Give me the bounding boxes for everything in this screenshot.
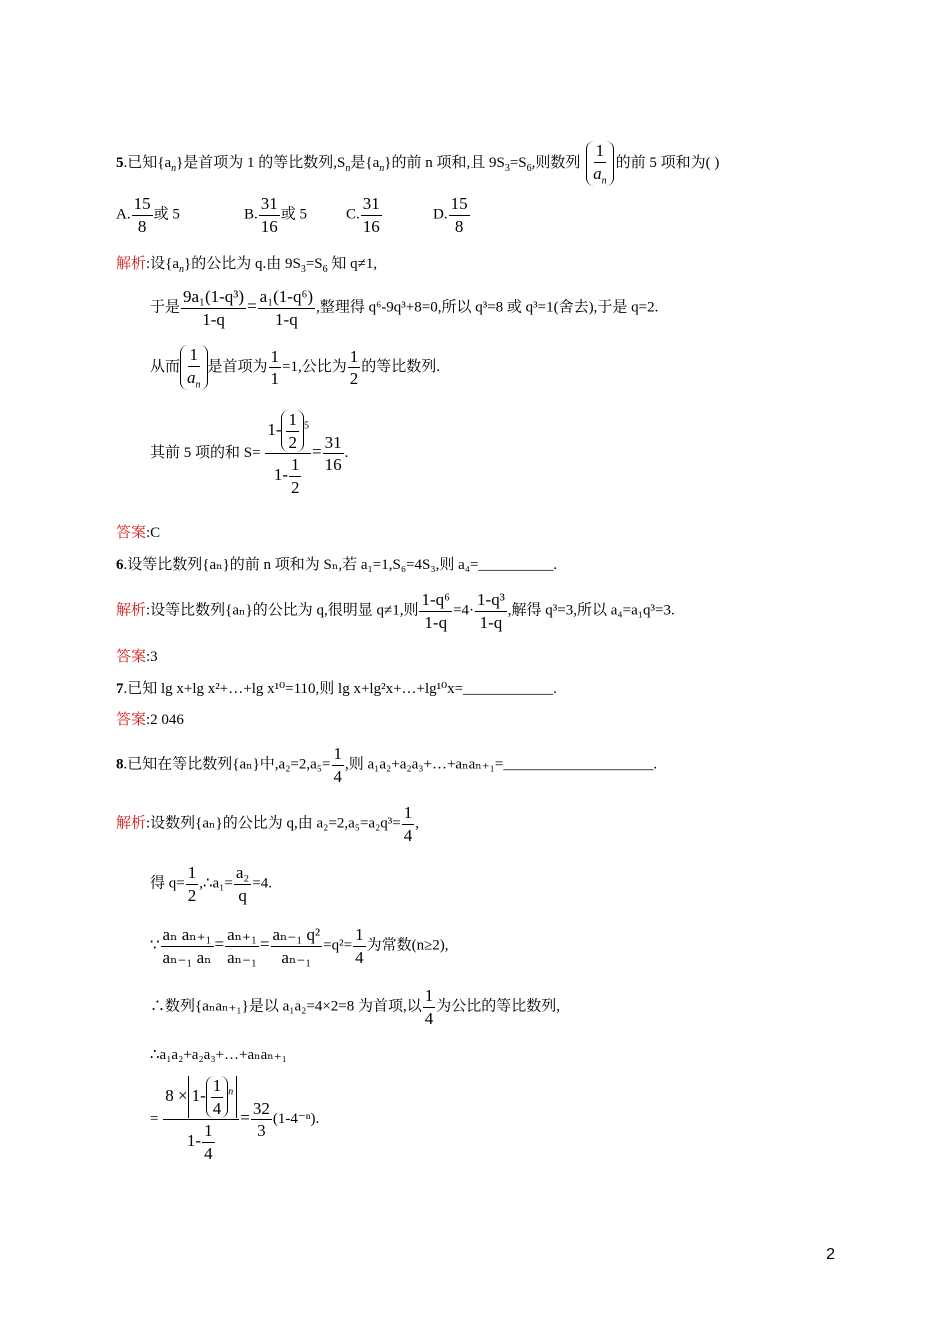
q5-analysis-line-4: [150, 410, 348, 497]
answer-label: 答案: [116, 649, 147, 665]
analysis-sub: 6: [322, 264, 328, 275]
q8-text: .已知在等比数列{aₙ}中,a₂=2,a₅=: [123, 756, 331, 773]
q6-text: .设等比数列{aₙ}的前 n 项和为 Sₙ,若 a₁=1,S₆=4S₃,则 a₄=__________.: [123, 557, 558, 573]
fraction-numerator: 1: [402, 803, 415, 825]
fraction-text: 1-: [267, 419, 282, 439]
q5-reciprocal-fraction: [591, 141, 609, 186]
equals-sign: =: [259, 934, 270, 954]
fraction-denominator: q: [238, 885, 247, 905]
analysis-text: =4.: [252, 875, 273, 892]
fraction-denominator: 4: [212, 1098, 222, 1118]
fraction-denominator: a: [187, 367, 196, 387]
fraction-numerator: 1: [188, 345, 201, 367]
fraction-numerator: 31: [361, 194, 382, 216]
q8-analysis-line-1: [116, 803, 419, 845]
analysis-fraction: [348, 347, 361, 389]
q8-text: ,则 a₁a₂+a₂a₃+…+aₙaₙ₊₁=____________________.: [345, 756, 658, 773]
equals-sign: =: [150, 1111, 159, 1128]
analysis-text: 于是: [150, 299, 181, 316]
sequence-bracket: [180, 345, 208, 390]
q5-sub: 3: [504, 163, 510, 175]
analysis-text: ∵: [150, 937, 160, 954]
option-label: B.: [244, 206, 258, 223]
analysis-label: 解析: [116, 256, 147, 272]
q6-stem: [116, 556, 557, 574]
fraction-denominator: 8: [137, 216, 147, 236]
fraction-denominator: 1-q: [275, 309, 298, 329]
analysis-text: :设等比数列{aₙ}的公比为 q,很明显 q≠1,则: [146, 602, 419, 619]
quarter-paren: [206, 1076, 229, 1118]
option-label: D.: [433, 206, 448, 223]
q7-text: .已知 lg x+lg x²+…+lg x¹⁰=110,则 lg x+lg²x+…+lg¹⁰x=____________.: [123, 681, 557, 697]
analysis-fraction: [269, 347, 282, 389]
fraction-denominator: aₙ₋₁: [281, 947, 312, 967]
analysis-text: ,整理得 q⁶-9q³+8=0,所以 q³=8 或 q³=1(舍去),于是 q=2.: [316, 299, 659, 316]
analysis-fraction: [271, 925, 323, 967]
fraction-numerator: 1: [289, 455, 302, 477]
exponent: 5: [303, 420, 309, 432]
fraction-numerator: 1: [353, 925, 366, 947]
half-fraction: [286, 410, 299, 452]
option-fraction: [361, 194, 382, 236]
option-fraction: [449, 194, 470, 236]
q5-text: .已知{a: [123, 155, 172, 172]
fraction-numerator: 1: [211, 1076, 224, 1098]
q5-text: 是{a: [350, 155, 380, 172]
fraction-numerator: 31: [259, 194, 280, 216]
fraction-text: 1-: [191, 1085, 206, 1105]
fraction-denominator: 4: [355, 947, 364, 967]
fraction-text: 1-: [273, 465, 288, 485]
analysis-fraction: [353, 925, 366, 967]
fraction-denominator: 1: [270, 369, 280, 389]
analysis-text: ,: [415, 815, 420, 832]
analysis-fraction: [185, 345, 203, 390]
fraction-numerator: 1: [186, 863, 199, 885]
fraction-numerator: 1: [594, 141, 607, 163]
option-suffix: 或 5: [153, 206, 180, 223]
equals-sign: =: [214, 934, 225, 954]
fraction-denominator: 4: [204, 1143, 213, 1163]
q5-text: }的前 n 项和,且 9S: [384, 155, 505, 172]
fraction-numerator: 31: [323, 433, 344, 455]
q5-sub: n: [345, 163, 351, 175]
analysis-text: =1,公比为: [282, 359, 347, 376]
analysis-fraction: [258, 287, 315, 329]
fraction-denominator: 4: [403, 825, 413, 845]
q8-analysis-line-6: [150, 1076, 319, 1163]
sum-fraction: [265, 410, 311, 497]
fraction-numerator: 1-q⁶: [419, 590, 452, 612]
fraction-denominator: 16: [362, 216, 380, 236]
q5-analysis-line-2: [150, 287, 658, 329]
option-label: A.: [116, 206, 131, 223]
q5-analysis-line-3: [150, 345, 440, 390]
half-fraction: [289, 455, 302, 497]
fraction-numerator: a₂: [234, 863, 251, 885]
fraction-numerator: 15: [449, 194, 470, 216]
analysis-fraction: [475, 590, 507, 632]
page-number: 2: [826, 1246, 835, 1263]
analysis-text: 为公比的等比数列,: [436, 998, 561, 1015]
fraction-sub: n: [195, 378, 201, 390]
fraction-numerator: 1: [269, 347, 282, 369]
analysis-text: }的公比为 q.由 9S: [184, 256, 301, 272]
analysis-fraction: [161, 925, 214, 967]
fraction-denominator: aₙ₋₁ aₙ: [162, 947, 212, 967]
fraction-numerator: 1: [202, 1121, 215, 1143]
analysis-label: 解析: [116, 815, 147, 832]
equals-sign: =: [311, 442, 322, 462]
fraction-text: 1-: [186, 1131, 202, 1151]
q7-answer: [116, 711, 184, 729]
fraction-denominator: 2: [187, 885, 197, 905]
q5-number: 5: [116, 155, 124, 172]
analysis-text: .: [344, 445, 349, 462]
fraction-denominator: 8: [454, 216, 464, 236]
q8-analysis-line-3: [150, 925, 449, 967]
q8-fraction: [332, 744, 345, 786]
option-fraction: [259, 194, 280, 236]
analysis-text: :设数列{aₙ}的公比为 q,由 a₂=2,a₅=a₂q³=: [146, 815, 401, 832]
analysis-fraction: [186, 863, 199, 905]
q8-stem: [116, 744, 657, 786]
analysis-text: 为常数(n≥2),: [366, 937, 449, 954]
q5-sub: n: [379, 163, 385, 175]
equals-sign: =: [240, 1108, 250, 1128]
answer-value: :3: [146, 649, 158, 665]
q5-sub: 6: [526, 163, 532, 175]
answer-value: :C: [146, 525, 161, 541]
q8-analysis-line-2: [150, 863, 272, 905]
fraction-numerator: 1: [286, 410, 299, 432]
quarter-fraction: [211, 1076, 224, 1118]
fraction-numerator: 1: [332, 744, 345, 766]
fraction-denominator: 1-q: [479, 612, 503, 632]
analysis-text: 其前 5 项的和 S=: [150, 445, 261, 462]
q5-text: ,则数列: [531, 155, 581, 172]
q7-number: 7: [116, 681, 124, 697]
q5-sequence-bracket: [586, 141, 614, 186]
square-bracket: [188, 1076, 238, 1118]
fraction-denominator: 2: [288, 432, 297, 452]
analysis-fraction: [402, 803, 415, 845]
fraction-numerator: 1: [348, 347, 361, 369]
analysis-text: 的等比数列.: [361, 359, 441, 376]
analysis-fraction: [234, 863, 251, 905]
fraction-denominator: 3: [257, 1121, 266, 1141]
q5-answer: [116, 524, 160, 542]
fraction-denominator: [185, 1120, 218, 1163]
option-label: C.: [346, 206, 360, 223]
fraction-numerator: 9a₁(1-q³): [181, 287, 246, 309]
half-paren: [281, 410, 304, 452]
option-suffix: 或 5: [280, 206, 308, 223]
q5-option-d: [433, 194, 471, 236]
sum-fraction: [163, 1076, 239, 1163]
q6-answer: [116, 648, 158, 666]
q5-stem: [116, 141, 719, 186]
analysis-text: ∴a₁a₂+a₂a₃+…+aₙaₙ₊₁: [150, 1047, 287, 1063]
fraction-denominator: 4: [424, 1008, 434, 1028]
q5-analysis-line-1: [116, 255, 377, 276]
fraction-numerator: aₙ₊₁: [225, 925, 259, 947]
q7-stem: [116, 680, 557, 698]
analysis-label: 解析: [116, 602, 147, 619]
fraction-denominator: 16: [260, 216, 278, 236]
q5-option-b: [244, 194, 307, 236]
analysis-fraction: [419, 590, 452, 632]
fraction-numerator: a₁(1-q⁶): [258, 287, 315, 309]
fraction-denominator: 2: [290, 477, 300, 497]
fraction-denominator: 1-q: [202, 309, 225, 329]
analysis-text: =S: [305, 256, 323, 272]
analysis-text: ,解得 q³=3,所以 a₄=a₁q³=3.: [507, 602, 675, 619]
analysis-sub: 3: [300, 264, 306, 275]
q5-option-c: [346, 194, 383, 236]
analysis-text: 知 q≠1,: [327, 256, 378, 272]
analysis-fraction: [423, 986, 436, 1028]
fraction-numerator: [163, 1076, 239, 1120]
analysis-fraction: [181, 287, 246, 329]
equals-sign: =: [247, 296, 257, 316]
fraction-denominator: 2: [349, 369, 359, 389]
fraction-numerator: 1: [423, 986, 436, 1008]
answer-label: 答案: [116, 712, 147, 728]
quarter-fraction: [202, 1121, 215, 1163]
result-fraction: [323, 433, 344, 475]
fraction-denominator: 1-q: [424, 612, 448, 632]
fraction-denominator: 16: [324, 455, 342, 475]
option-fraction: [132, 194, 153, 236]
q5-sub: n: [171, 163, 177, 175]
analysis-text: =4·: [453, 602, 475, 619]
fraction-numerator: aₙ aₙ₊₁: [161, 925, 214, 947]
q5-text: }是首项为 1 的等比数列,S: [176, 155, 346, 172]
analysis-text: (1-4⁻ⁿ).: [272, 1111, 320, 1128]
fraction-denominator: 4: [333, 766, 342, 786]
answer-label: 答案: [116, 525, 147, 541]
analysis-text: 是首项为: [207, 359, 268, 376]
fraction-numerator: 1-q³: [475, 590, 507, 612]
fraction-denominator: [272, 454, 305, 497]
analysis-text: =q²=: [323, 937, 353, 954]
exponent: n: [228, 1086, 234, 1098]
fraction-numerator: aₙ₋₁ q²: [271, 925, 323, 947]
q6-analysis: [116, 590, 675, 632]
fraction-text: 8 ×: [165, 1085, 188, 1105]
q8-analysis-line-4: [150, 986, 560, 1028]
fraction-denominator: aₙ₋₁: [227, 947, 257, 967]
fraction-numerator: [265, 410, 311, 454]
q8-number: 8: [116, 756, 124, 773]
q5-text: =S: [509, 155, 527, 172]
analysis-fraction: [225, 925, 259, 967]
analysis-text: 从而: [150, 359, 181, 376]
fraction-numerator: 15: [132, 194, 153, 216]
analysis-text: ∴数列{aₙaₙ₊₁}是以 a₁a₂=4×2=8 为首项,以: [150, 998, 422, 1015]
fraction-denominator: a: [593, 163, 602, 183]
analysis-text: ,∴a₁=: [199, 875, 233, 892]
analysis-text: 得 q=: [150, 875, 185, 892]
result-fraction: [251, 1099, 272, 1141]
q6-number: 6: [116, 557, 124, 573]
q8-analysis-line-5: [150, 1046, 287, 1064]
analysis-text: :设{a: [146, 256, 180, 272]
fraction-sub: n: [601, 174, 607, 186]
analysis-sub: n: [179, 264, 185, 275]
q5-option-a: [116, 194, 180, 236]
answer-value: :2 046: [146, 712, 184, 728]
fraction-numerator: 32: [251, 1099, 272, 1121]
q5-text: 的前 5 项和为( ): [615, 155, 720, 172]
